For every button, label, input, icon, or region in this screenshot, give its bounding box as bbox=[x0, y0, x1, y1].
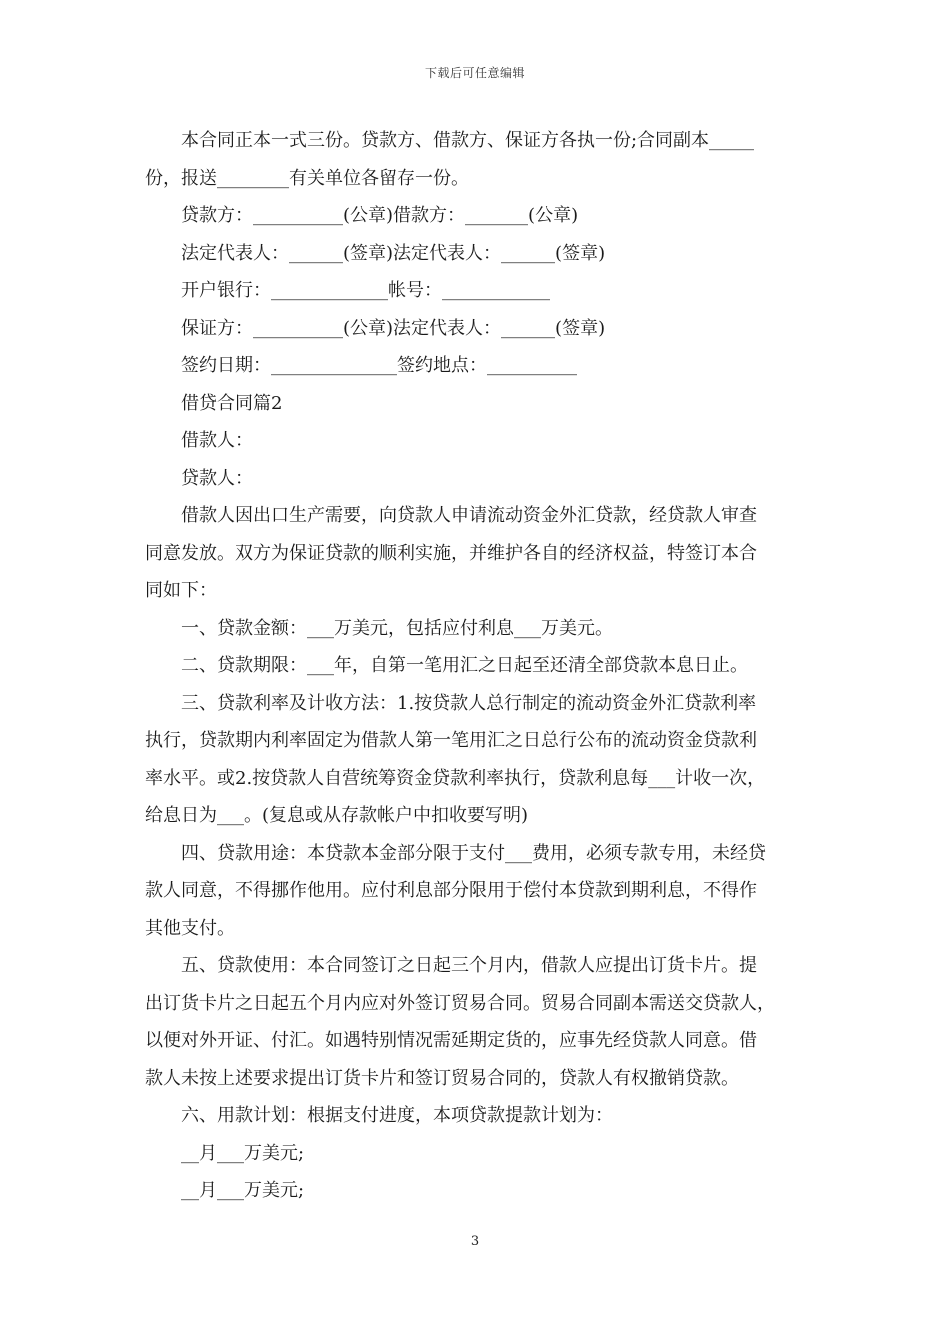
text-line: 以便对外开证、付汇。如遇特别情况需延期定货的，应事先经贷款人同意。借 bbox=[145, 1030, 757, 1051]
text-line: 二、贷款期限：___年，自第一笔用汇之日起至还清全部贷款本息日止。 bbox=[181, 655, 748, 676]
text-line: 给息日为___。(复息或从存款帐户中扣收要写明) bbox=[145, 805, 529, 826]
text-line: 贷款方：__________(公章)借款方：_______(公章) bbox=[181, 205, 579, 226]
text-line: 保证方：__________(公章)法定代表人：______(签章) bbox=[181, 317, 606, 339]
text-line: 六、用款计划：根据支付进度，本项贷款提款计划为： bbox=[181, 1105, 613, 1126]
page-number: 3 bbox=[470, 1234, 480, 1249]
text-line: 借款人： bbox=[181, 430, 253, 451]
header-note: 下载后可任意编辑 bbox=[424, 66, 525, 80]
text-line: 款人未按上述要求提出订货卡片和签订贸易合同的，贷款人有权撤销贷款。 bbox=[145, 1067, 739, 1089]
text-line: 其他支付。 bbox=[145, 917, 235, 939]
document-body bbox=[145, 122, 807, 1210]
text-line: 借款人因出口生产需要，向贷款人申请流动资金外汇贷款，经贷款人审查 bbox=[181, 505, 757, 526]
text-line: 三、贷款利率及计收方法：1.按贷款人总行制定的流动资金外汇贷款利率 bbox=[181, 692, 757, 714]
text-line: 贷款人： bbox=[181, 467, 253, 489]
text-line: 份，报送________有关单位各留存一份。 bbox=[145, 167, 469, 189]
text-line: 同意发放。双方为保证贷款的顺利实施，并维护各自的经济权益，特签订本合 bbox=[145, 542, 757, 564]
text-line: 出订货卡片之日起五个月内应对外签订贸易合同。贸易合同副本需送交贷款人， bbox=[145, 992, 775, 1014]
text-line: 率水平。或2.按贷款人自营统筹资金贷款利率执行，贷款利息每___计收一次， bbox=[145, 767, 766, 789]
text-line: __月___万美元; bbox=[181, 1180, 305, 1201]
text-line: 五、贷款使用：本合同签订之日起三个月内，借款人应提出订货卡片。提 bbox=[181, 955, 757, 976]
text-line: 借贷合同篇2 bbox=[181, 392, 283, 414]
text-line: 法定代表人：______(签章)法定代表人：______(签章) bbox=[181, 242, 606, 264]
text-line: 本合同正本一式三份。贷款方、借款方、保证方各执一份;合同副本_____ bbox=[181, 130, 755, 151]
text-line: 四、贷款用途：本贷款本金部分限于支付___费用，必须专款专用，未经贷 bbox=[181, 842, 766, 864]
text-line: 款人同意，不得挪作他用。应付利息部分限用于偿付本贷款到期利息，不得作 bbox=[145, 880, 757, 901]
text-line: 签约日期：______________签约地点：__________ bbox=[181, 355, 577, 376]
text-line: 开户银行：_____________帐号：____________ bbox=[181, 280, 550, 301]
text-line: 一、贷款金额：___万美元，包括应付利息___万美元。 bbox=[181, 617, 613, 639]
text-line: 同如下： bbox=[145, 580, 217, 601]
text-line: 执行，贷款期内利率固定为借款人第一笔用汇之日总行公布的流动资金贷款利 bbox=[145, 730, 757, 751]
text-line: __月___万美元; bbox=[181, 1142, 305, 1164]
